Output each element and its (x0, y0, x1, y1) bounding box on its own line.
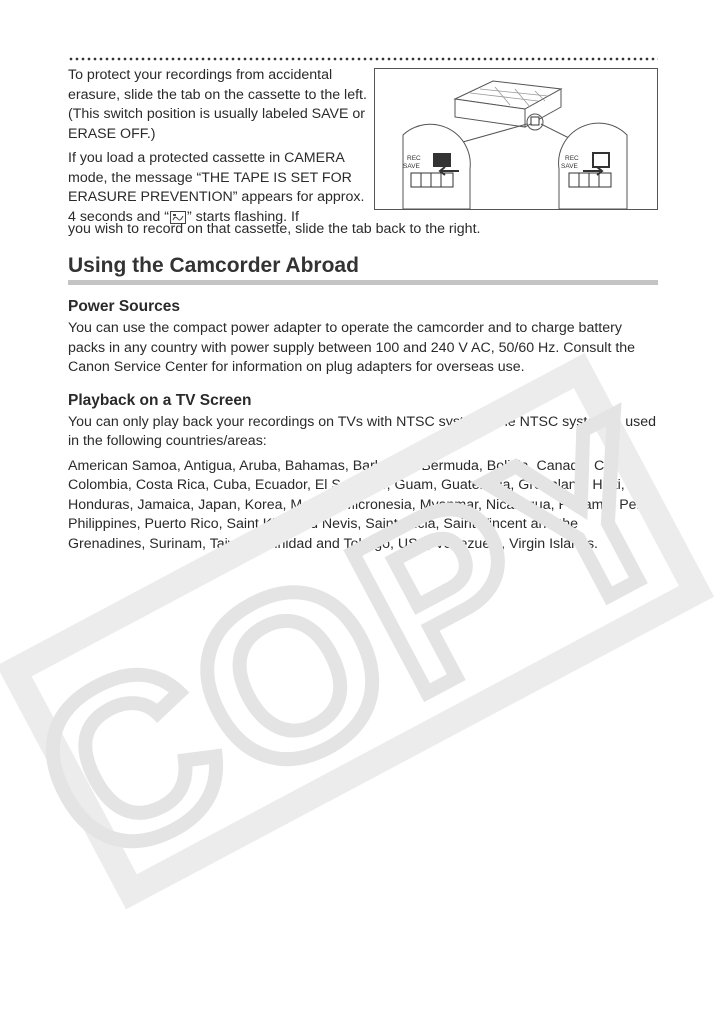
cassette-diagram (375, 69, 657, 209)
protect-paragraph: To protect your recordings from accidental erasure, slide the tab on the cassette to the left. (This switch position is usually labeled SAVE or ERASE OFF.) (68, 67, 367, 142)
dotted-divider (68, 57, 658, 61)
protect-tape-text (68, 66, 368, 230)
power-sources-heading: Power Sources (68, 298, 180, 315)
left-save-label: SAVE (403, 163, 420, 170)
rec-position-detail (559, 123, 627, 209)
section-title: Using the Camcorder Abroad (68, 253, 658, 285)
power-sources-text: You can use the compact power adapter to operate the camcorder and to charge battery packs in any country with power supply between 100 and 240 V AC, 50/60 Hz. Consult the Canon Service Center for information on plug adapters for overseas use. (68, 320, 636, 375)
cassette-tab-illustration (374, 68, 658, 210)
protected-cassette-text: If you load a protected cassette in CAMERA mode, the message “THE TAPE IS SET FOR ERASURE PREVENTION” appears for approx. 4 seconds and “ (68, 150, 365, 225)
right-rec-label: REC (565, 155, 579, 162)
playback-heading: Playback on a TV Screen (68, 391, 252, 409)
using-abroad-section (68, 253, 658, 554)
right-save-label: SAVE (561, 163, 578, 170)
protected-cassette-paragraph (68, 149, 368, 230)
ntsc-countries-list: American Samoa, Antigua, Aruba, Bahamas, Barbados, Bermuda, Bolivia, Canada, Chile, Colombia, Costa Rica, Cuba, Ecuador, El Salvador, Guam, Guatemala, Greenland, Haiti, Honduras, Jamaica, Japan, Korea, Mexico, Micronesia, Myanmar, Nicaragua, Panama, Peru, Philippines, Puerto Rico, Saint Kitts and Nevis, Saint Lucia, Saint Vincent and the Grenadines, Surinam, Taiwan, Trinidad and Tobago, USA, Venezuela, Virgin Islands. (68, 457, 654, 552)
record-instruction (68, 220, 668, 240)
record-instruction-text: you wish to record on that cassette, slide the tab back to the right. (68, 221, 481, 237)
playback-text: You can only play back your recordings on TVs with NTSC system. The NTSC system is used in the following countries/areas: (68, 413, 656, 449)
protected-cassette-text-end: ” starts flashing. If (186, 208, 299, 225)
left-rec-label: REC (407, 155, 421, 162)
save-position-detail (403, 124, 470, 209)
